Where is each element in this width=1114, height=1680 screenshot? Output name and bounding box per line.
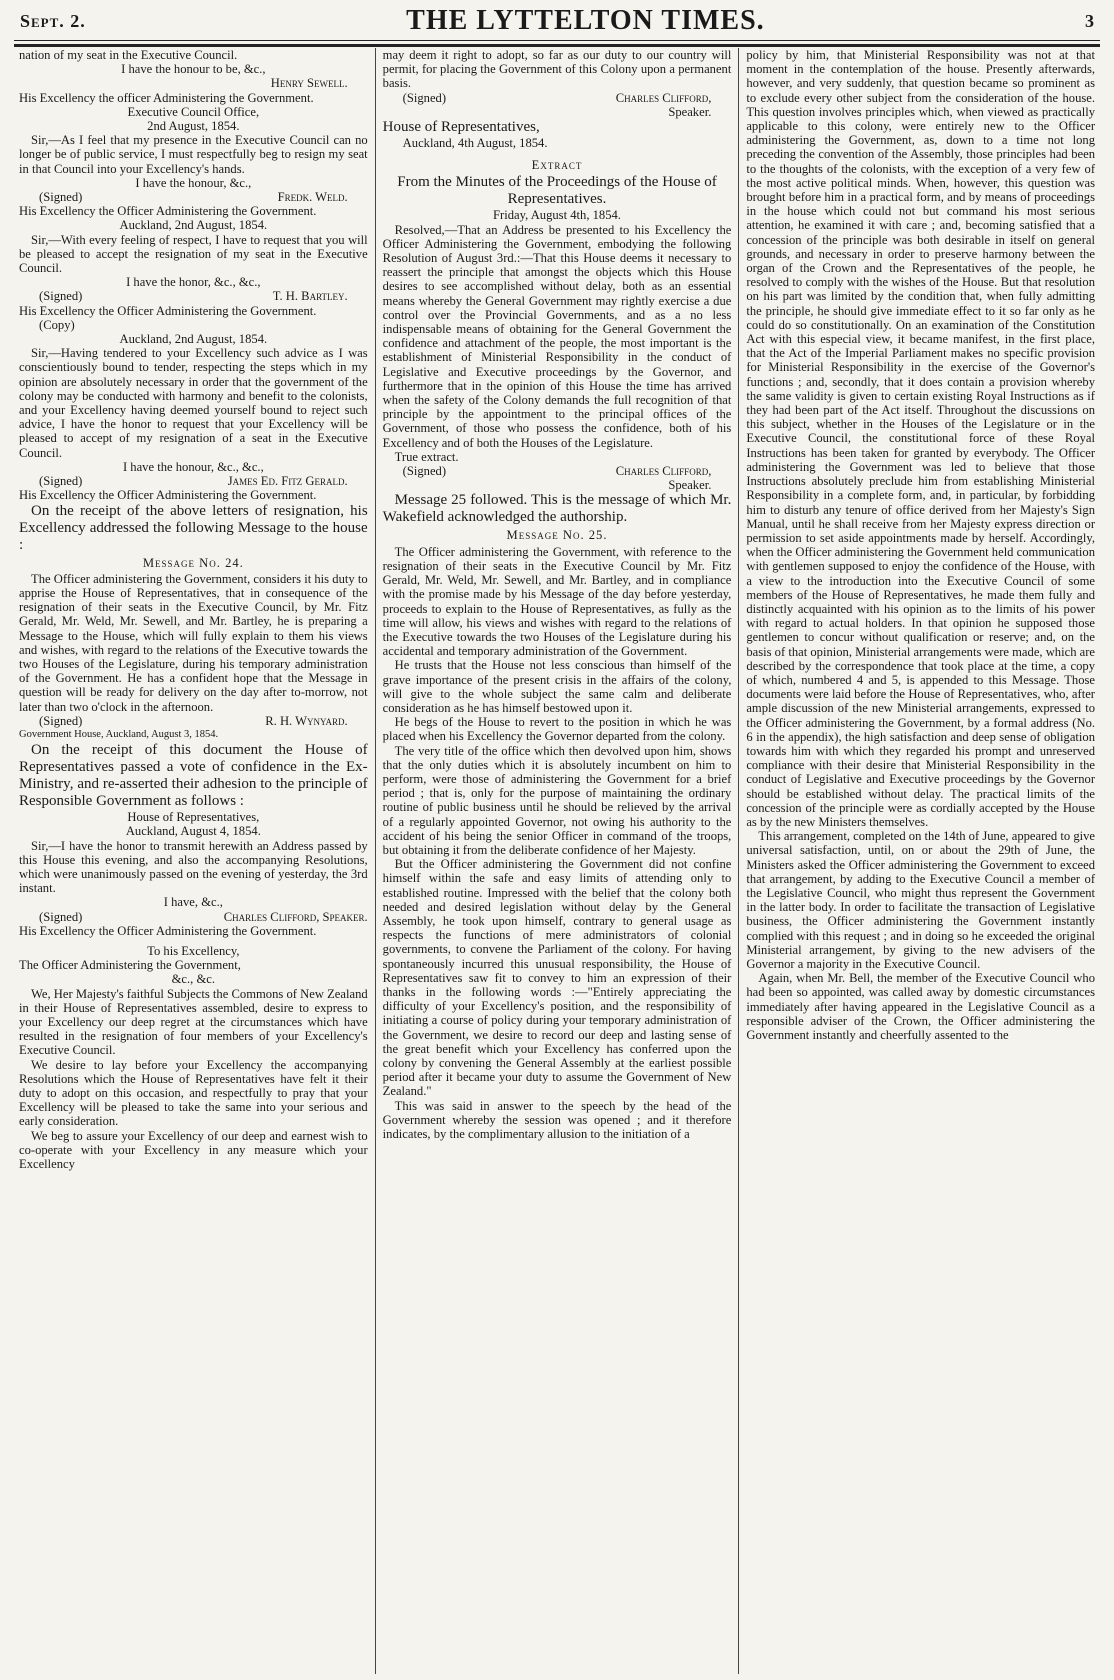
addressee: His Excellency the Officer Administering the Government. [19, 923, 317, 938]
signature-line [19, 289, 368, 303]
extract-heading: Extract [531, 158, 583, 173]
paragraph: Sir,—Having tendered to your Excellency such advice as I was conscientiously bound to tender, respecting the steps which in my opinion are absolutely necessary in order that the government of the colony may be conducted with harmony and benefit to the colonists, and your Excellency having deemed yourself bound to reject such advice, I have the honor to request that your Excellency will be pleased to accept of my resignation of a seat in the Executive Council. [19, 346, 368, 460]
paragraph: may deem it right to adopt, so far as our duty to our country will permit, for placing the Government of this Colony upon a permanent basis. [382, 48, 732, 91]
signature-line [19, 714, 368, 728]
column-3 [738, 48, 1102, 1674]
closing: I have the honour, &c., [135, 175, 252, 190]
addressee: His Excellency the Officer Administering the Government. [19, 204, 317, 219]
paragraph: But the Officer administering the Government did not confine himself within the safe and easy limits of attending only to established routine. Impressed with the belief that the colony both needed and desired legislation without delay by the General Assembly, he took upon himself, contrary to general usage as respects the functions of mere administrators of colonial governments, to convene the Parliament of the colony. For having spontaneously incurred this unusual responsibility, the House of Representatives saw fit to convey to him an expression of their thanks in the following words :—"Entirely appreciating the difficulty of your Excellency's position, and the responsibility of initiating a course of policy during your temporary administration of the Government, we desire to record our deep and lasting sense of the great benefit which your Excellency has conferred upon the colony by convening the General Assembly at the earliest possible period after it became your duty to assume the Government of New Zealand." [382, 857, 732, 1099]
address-header: To his Excellency, [147, 943, 240, 958]
letter-place: House of Representatives, [127, 810, 260, 825]
letter-place: House of Representatives, [382, 119, 540, 136]
letter-date: Auckland, 4th August, 1854. [402, 136, 548, 151]
newspaper-title: THE LYTTELTON TIMES. [406, 5, 765, 36]
signed-label: (Signed) [39, 909, 83, 924]
letter-place: Executive Council Office, [127, 104, 260, 119]
paragraph: This arrangement, completed on the 14th of June, appeared to give universal satisfaction, until, on or about the 29th of June, the Ministers asked the Officer administering the Government to exceed that arrangement, by adding to the Executive Council a member of the Legislative Council, who might thus represent the Government in the latter body. In order to facilitate the transaction of Legislative business, the Officer administering the Government instantly complied with this request ; and in doing so he exceeded the original Ministerial arrangement, by giving to the new advisers of the Governor a majority in the Executive Council. [746, 829, 1096, 971]
page-number: 3 [1085, 10, 1094, 31]
masthead [20, 6, 1094, 36]
signature-line [383, 91, 732, 105]
extract-subheading: From the Minutes of the Proceedings of the House of Representatives. [397, 174, 717, 208]
paragraph: Again, when Mr. Bell, the member of the Executive Council who had been so appointed, was called away by domestic circumstances immediately after having appeared in the Legislative Council as a responsible adviser of the Crown, the Officer administering the Government instantly and cheerfully assented to the [746, 971, 1096, 1043]
closing: I have the honor, &c., &c., [126, 275, 261, 290]
paragraph: He begs of the House to revert to the position in which he was placed when his Excellency the Governor departed from the colony. [382, 715, 732, 744]
paragraph: He trusts that the House not less conscious than himself of the grave importance of the present crisis in the affairs of the colony, will give to the whole subject the same calm and deliberate consideration as he has himself bestowed upon it. [382, 658, 732, 715]
paragraph: policy by him, that Ministerial Responsibility was not at that moment in the contemplation of the house. Presently afterwards, however, and very suddenly, that question became so prominent as to exclude every other subject from the consideration of the house. This question involves principles which, when viewed as practically applicable to this colony, were entirely new to the Officer administering the Government, as, down to a time not long preceding the convention of the Assembly, those principles had been to the thoughts of the colonists, with the exception of a very few of the most active political minds. When, however, this question was brought before him in a practical form, and by means of proceedings in the house which could not but command his most serious attention, he examined it with care ; and, becoming satisfied that a concession of the principle was both desirable in itself on general grounds, and necessary in order to preserve harmony between the organ of the Crown and the Representatives of the people, he resolved to comply with the wishes of the House. But that resolution on his part was limited by the condition that, when fully admitting the principle, he should give immediate effect to it so far only as he could do so constitutionally. On an examination of the Constitution Act with this especial view, it became manifest, in the first place, that the Act of the Imperial Parliament makes no specific provision for Ministerial Responsibility in the exercise of the Governor's functions ; and, secondly, that it does contain a provision whereby the same validity is given to certain existing Royal Instructions as if they had been part of the Act itself. Throughout the discussions on this subject, whether in the Houses of the Legislature or in the Executive Council, the constitutional force of these Royal Instructions has been taken for granted by everybody. The Officer administering the Government was led to believe that those Instructions absolutely preclude him from establishing Ministerial Responsibility in a complete form, and, in particular, by forbidding him to disturb any tenure of office derived from her Majesty's Sign Manual, until he shall receive from her Majesty express direction or permission to set aside appointments made by herself. Accordingly, when the Officer administering the Government held communication with gentlemen supposed to enjoy the confidence of the House, with a view to the introduction into the Executive Council of some members of the House of Representatives, he made them fully and distinctly acquainted with his opinion as to the limits of his power with regard to actual holders. In that opinion he supposed those gentlemen to concur without qualification or reserve; and, on the basis of that opinion, Ministerial arrangements were made, which are described by the correspondence that took place at the time, a copy of which, numbered 4 and 5, is appended to this Message. Those documents were laid before the House of Representatives, who, after ample discussion of the new Ministerial arrangements, expressed to the Officer administering the Government, by a formal address (No. 6 in the appendix), the high satisfaction and deep sense of obligation towards him with which they regarded his prompt and unreserved compliance with their desire that Ministerial Responsibility in the conduct of Legislative and Executive proceedings by the Governor should be established without delay. The practical limits of the concession of the principle were as cordially accepted by the House as by the new Ministers themselves. [746, 48, 1096, 829]
paragraph: Sir,—I have the honor to transmit herewith an Address passed by this House this evening, and also the accompanying Resolutions, which were unanimously passed on the evening of yesterday, the 3rd instant. [19, 838, 368, 896]
signed-label: (Signed) [39, 190, 83, 205]
message-heading: Message No. 24. [142, 555, 244, 570]
header-rule-thin [14, 40, 1100, 41]
paragraph: We, Her Majesty's faithful Subjects the Commons of New Zealand in their House of Representatives assembled, desire to express to your Excellency our deep regret at the circumstances which have resulted in the resignation of four members of your Excellency's Executive Council. [19, 986, 368, 1058]
paragraph: On the receipt of this document the House of Representatives passed a vote of confidence in the Ex-Ministry, and re-asserted their adhesion to the principle of Responsible Government as follows : [19, 742, 368, 810]
signed-label: (Signed) [402, 90, 447, 105]
signed-label: (Signed) [39, 713, 83, 728]
paragraph: The Officer administering the Government, with reference to the resignation of their seats in the Executive Council by Mr. Fitz Gerald, Mr. Weld, Mr. Sewell, and Mr. Bartley, and in compliance with the promise made by his Message of the day before yesterday, proceeds to explain to the House of Representatives, as fully as the time will allow, his views and wishes with regard to the relations of the Executive towards the two Houses of the Legislature during his accidental and temporary administration of the Government. [382, 544, 732, 659]
message-heading: Message No. 25. [506, 528, 608, 543]
dateline: Government House, Auckland, August 3, 1854. [19, 728, 219, 740]
letter-date: Auckland, 2nd August, 1854. [119, 332, 268, 347]
closing: I have the honour, &c., &c., [122, 459, 264, 474]
true-extract: True extract. [394, 449, 459, 464]
issue-date: Sept. 2. [20, 10, 86, 31]
closing: I have the honour to be, &c., [121, 62, 266, 77]
signature: Charles Clifford, Speaker. [223, 909, 368, 924]
closing: I have, &c., [163, 895, 223, 910]
addressee: His Excellency the Officer Administering the Government. [19, 303, 317, 318]
paragraph: nation of my seat in the Executive Council. [19, 48, 238, 62]
addressee: His Excellency the officer Administering the Government. [19, 90, 314, 105]
signature-line [19, 190, 368, 204]
signature-title: Speaker. [668, 104, 712, 119]
paragraph: Sir,—As I feel that my presence in the Executive Council can no longer be of public service, I must respectfully beg to resign my seat in that Council into your Excellency's hands. [19, 133, 368, 176]
paragraph: We beg to assure your Excellency of our deep and earnest wish to co-operate with your Excellency in any measure which your Excellency [19, 1128, 368, 1172]
column-1 [12, 48, 375, 1674]
paragraph: Resolved,—That an Address be presented to his Excellency the Officer Administering the Government, embodying the following Resolution of August 3rd.:—That this House deems it necessary to reassert the principle that amongst the objects which this House desires to see accomplished without delay, both as an essential means whereby the General Government may rightly exercise a due control over the Provincial Governments, and as a no less indispensable means of obtaining for the General Government the confidence and attachment of the people, the most important is the establishment of Ministerial Responsibility in the conduct of Legislative and Executive proceedings by the Governor, and furthermore that in the opinion of this House the time has arrived when the safety of the Colony demands the full recognition of that principle by the appointment to the principal offices of the Government, of those who possess the confidence, both of his Excellency and of both the Houses of the Legislature. [382, 222, 732, 450]
paragraph: This was said in answer to the speech by the head of the Government whereby the session was opened ; and it therefore indicates, by the complimentary allusion to the initiation of a [382, 1098, 732, 1142]
address-header: &c., &c. [171, 972, 216, 987]
extract-date: Friday, August 4th, 1854. [493, 208, 621, 223]
signed-label: (Signed) [39, 289, 83, 304]
signature: Henry Sewell. [270, 76, 348, 91]
signature-line [19, 474, 368, 488]
paragraph: Message 25 followed. This is the message of which Mr. Wakefield acknowledged the authorship. [382, 492, 732, 526]
signature: James Ed. Fitz Gerald. [227, 474, 348, 489]
address-header: The Officer Administering the Government, [19, 958, 241, 973]
letter-date: Auckland, August 4, 1854. [125, 824, 261, 839]
signed-label: (Signed) [402, 464, 447, 479]
signature: T. H. Bartley. [272, 289, 348, 304]
signature-line [383, 464, 732, 478]
paragraph: On the receipt of the above letters of resignation, his Excellency addressed the following Message to the house : [19, 502, 368, 553]
paragraph: The very title of the office which then devolved upon him, shows that the only duties which it is absolutely incumbent on him to perform, were those of administering the Government for a brief period ; that is, only for the purpose of maintaining the ordinary routine of public business until he should be relieved by the arrival of a regularly appointed Governor, not owing his authority to the accident of his being the senior Officer in command of the troops, but obtaining it from the deliberate confidence of her Majesty. [382, 743, 732, 857]
addressee: His Excellency the Officer Administering the Government. [19, 488, 317, 503]
letter-date: Auckland, 2nd August, 1854. [119, 218, 268, 233]
copy-note: (Copy) [39, 317, 75, 332]
signature: Charles Clifford, [615, 464, 712, 479]
signature-line [19, 910, 368, 924]
column-2 [375, 48, 739, 1674]
paragraph: We desire to lay before your Excellency the accompanying Resolutions which the House of Representatives have felt it their duty to adopt on this occasion, and respectfully to pray that your Excellency will be pleased to take the same into your serious and early consideration. [19, 1057, 368, 1129]
signature: Fredk. Weld. [277, 190, 348, 205]
header-rule-thick [14, 44, 1100, 47]
signed-label: (Signed) [39, 474, 83, 489]
article-columns [12, 48, 1102, 1674]
signature: Charles Clifford, [615, 90, 712, 105]
paragraph: The Officer administering the Government, considers it his duty to apprise the House of Representatives, that in consequence of the resignation of their seats in the Executive Council, by Mr. Fitz Gerald, Mr. Weld, Mr. Sewell, and Mr. Bartley, he is preparing a Message to the House, which will fully explain to them his views and wishes, with regard to the relations of the Executive towards the two Houses of the Legislature, during his temporary administration of the Government. He has a confident hope that the Message in question will be ready for delivery on the day after to-morrow, not later than two o'clock in the afternoon. [19, 571, 368, 714]
signature: R. H. Wynyard. [265, 713, 348, 728]
letter-date: 2nd August, 1854. [147, 119, 240, 134]
paragraph: Sir,—With every feeling of respect, I have to request that you will be pleased to accept the resignation of my seat in the Executive Council. [19, 232, 368, 276]
signature-title: Speaker. [668, 478, 712, 493]
